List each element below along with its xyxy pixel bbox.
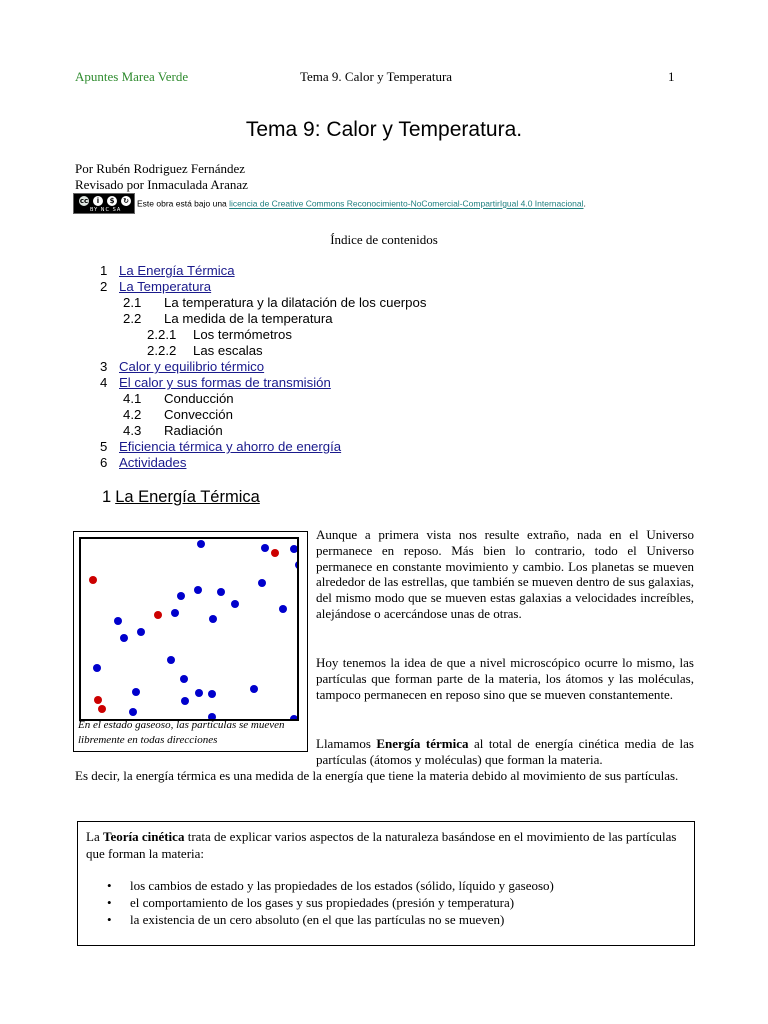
toc-item-label: La temperatura y la dilatación de los cuerpos — [164, 295, 427, 310]
blue-particle — [209, 615, 217, 623]
blue-particle — [194, 586, 202, 594]
kinetic-theory-intro — [86, 828, 688, 862]
toc-item — [123, 311, 333, 327]
toc-item — [123, 295, 426, 311]
blue-particle — [177, 592, 185, 600]
blue-particle — [208, 690, 216, 698]
toc-item[interactable] — [100, 439, 341, 455]
toc-item-number: 6 — [100, 455, 108, 470]
toc-item — [123, 423, 223, 439]
particles-figure — [73, 531, 308, 752]
blue-particle — [217, 588, 225, 596]
toc-item-label: La medida de la temperatura — [164, 311, 333, 326]
list-item-text: el comportamiento de los gases y sus propiedades (presión y temperatura) — [130, 895, 515, 910]
blue-particle — [129, 708, 137, 716]
red-particle — [98, 705, 106, 713]
toc-item-label: Convección — [164, 407, 233, 422]
license-suffix: . — [583, 198, 586, 209]
paragraph-thermal-energy — [316, 736, 694, 768]
toc-item — [123, 391, 234, 407]
particles-plot — [79, 537, 299, 721]
list-item — [78, 911, 554, 928]
header-left: Apuntes Marea Verde — [75, 69, 189, 84]
reviewer-line: Revisado por Inmaculada Aranaz — [75, 177, 248, 192]
toc-item-number: 4.2 — [123, 407, 142, 422]
license-link[interactable]: licencia de Creative Commons Reconocimiento-NoComercial-CompartirIgual 4.0 Internacional — [229, 198, 584, 209]
blue-particle — [93, 664, 101, 672]
blue-particle — [167, 656, 175, 664]
toc-item[interactable] — [100, 263, 235, 279]
cc-badge-terms: BY NC SA — [90, 207, 122, 213]
figure-caption: En el estado gaseoso, las partículas se mueven libremente en todas direcciones — [78, 719, 285, 746]
blue-particle — [250, 685, 258, 693]
toc-item-label[interactable]: Actividades — [119, 455, 187, 470]
toc-item-number: 4 — [100, 375, 108, 390]
bullet-icon: • — [107, 912, 112, 927]
toc-item[interactable] — [100, 455, 186, 471]
toc-item-number: 1 — [100, 263, 108, 278]
blue-particle — [171, 609, 179, 617]
toc-item-label: Los termómetros — [193, 327, 292, 342]
paragraph-universe: Aunque a primera vista nos resulte extraño, nada en el Universo permanece en reposo. Más bien lo contrario, todo el Universo permanece en constante movimiento y cambio. Los planetas se mueven alrededor de las estrellas, que también se mueven dentro de sus galaxias, del mismo modo que se mueven estas galaxias a velocidades increíbles, alejándose o acercándose unas de otras. — [316, 527, 694, 621]
blue-particle — [279, 605, 287, 613]
blue-particle — [197, 540, 205, 548]
blue-particle — [180, 675, 188, 683]
bullet-icon: • — [107, 878, 112, 893]
section-number: 1 — [102, 488, 112, 506]
license-row — [73, 193, 586, 214]
p3-prefix: Llamamos — [316, 736, 377, 751]
blue-particle — [137, 628, 145, 636]
page-number: 1 — [668, 69, 675, 84]
box-intro-bold: Teoría cinética — [102, 829, 185, 844]
toc-item-number: 4.1 — [123, 391, 142, 406]
section-1-heading — [102, 488, 260, 507]
blue-particle — [290, 545, 297, 553]
toc-item — [147, 327, 292, 343]
paragraph-microscopic: Hoy tenemos la idea de que a nivel microscópico ocurre lo mismo, las partículas que forman parte de la materia, los átomos y las moléculas, tampoco permanecen en reposo sino que se mueven constantemente. — [316, 655, 694, 702]
page-title: Tema 9: Calor y Temperatura. — [245, 118, 523, 141]
toc-item[interactable] — [100, 359, 264, 375]
bullet-icon: • — [107, 895, 112, 910]
red-particle — [94, 696, 102, 704]
author-line: Por Rubén Rodriguez Fernández — [75, 161, 246, 176]
license-text — [137, 199, 586, 209]
p3-rest-a: al total de energía cinética media de las partículas (átomos y moléculas) que forman la materia. — [316, 736, 694, 767]
toc-item-label: Radiación — [164, 423, 223, 438]
list-item — [78, 877, 554, 894]
red-particle — [154, 611, 162, 619]
header-center: Tema 9. Calor y Temperatura — [300, 69, 453, 84]
list-item — [78, 894, 554, 911]
toc-item-number: 2.2 — [123, 311, 142, 326]
blue-particle — [258, 579, 266, 587]
particles-canvas — [81, 539, 297, 719]
blue-particle — [261, 544, 269, 552]
toc-item-number: 2.2.2 — [147, 343, 177, 358]
blue-particle — [114, 617, 122, 625]
toc-title: Índice de contenidos — [330, 232, 438, 247]
blue-particle — [231, 600, 239, 608]
toc-item-number: 3 — [100, 359, 108, 374]
toc-item-number: 5 — [100, 439, 108, 454]
blue-particle — [120, 634, 128, 642]
cc-license-badge-icon[interactable]: cc i $ ↻ BY NC SA — [73, 193, 135, 214]
toc-item-label[interactable]: La Energía Térmica — [119, 263, 235, 278]
list-item-text: los cambios de estado y las propiedades de los estados (sólido, líquido y gaseoso) — [130, 878, 554, 893]
license-prefix: Este obra está bajo una — [137, 198, 230, 209]
toc-item — [123, 407, 233, 423]
blue-particle — [295, 561, 297, 569]
red-particle — [271, 549, 279, 557]
toc-item-label[interactable]: Calor y equilibrio térmico — [119, 359, 265, 374]
red-particle — [89, 576, 97, 584]
list-item-text: la existencia de un cero absoluto (en el que las partículas no se mueven) — [130, 912, 505, 927]
kinetic-theory-box — [77, 821, 695, 946]
toc-item-number: 2 — [100, 279, 108, 294]
blue-particle — [181, 697, 189, 705]
blue-particle — [132, 688, 140, 696]
kinetic-theory-list — [78, 877, 554, 928]
toc-item-number: 2.2.1 — [147, 327, 177, 342]
toc-item[interactable] — [100, 279, 211, 295]
toc-item — [147, 343, 263, 359]
toc-item-label[interactable]: La Temperatura — [119, 279, 212, 294]
blue-particle — [195, 689, 203, 697]
box-intro-prefix: La — [86, 829, 103, 844]
toc-item-label: Conducción — [164, 391, 234, 406]
toc-item-label[interactable]: El calor y sus formas de transmisión — [119, 375, 331, 390]
toc-item[interactable] — [100, 375, 331, 391]
toc-item-label: Las escalas — [193, 343, 263, 358]
toc-item-label[interactable]: Eficiencia térmica y ahorro de energía — [119, 439, 342, 454]
toc-item-number: 4.3 — [123, 423, 142, 438]
paragraph-thermal-energy-cont: Es decir, la energía térmica es una medida de la energía que tiene la materia debido al movimiento de sus partículas. — [75, 768, 679, 783]
box-intro-rest: trata de explicar varios aspectos de la naturaleza basándose en el movimiento de las partículas que forman la materia: — [86, 829, 677, 861]
p3-bold: Energía térmica — [376, 736, 469, 751]
toc-item-number: 2.1 — [123, 295, 142, 310]
section-title: La Energía Térmica — [115, 488, 260, 506]
